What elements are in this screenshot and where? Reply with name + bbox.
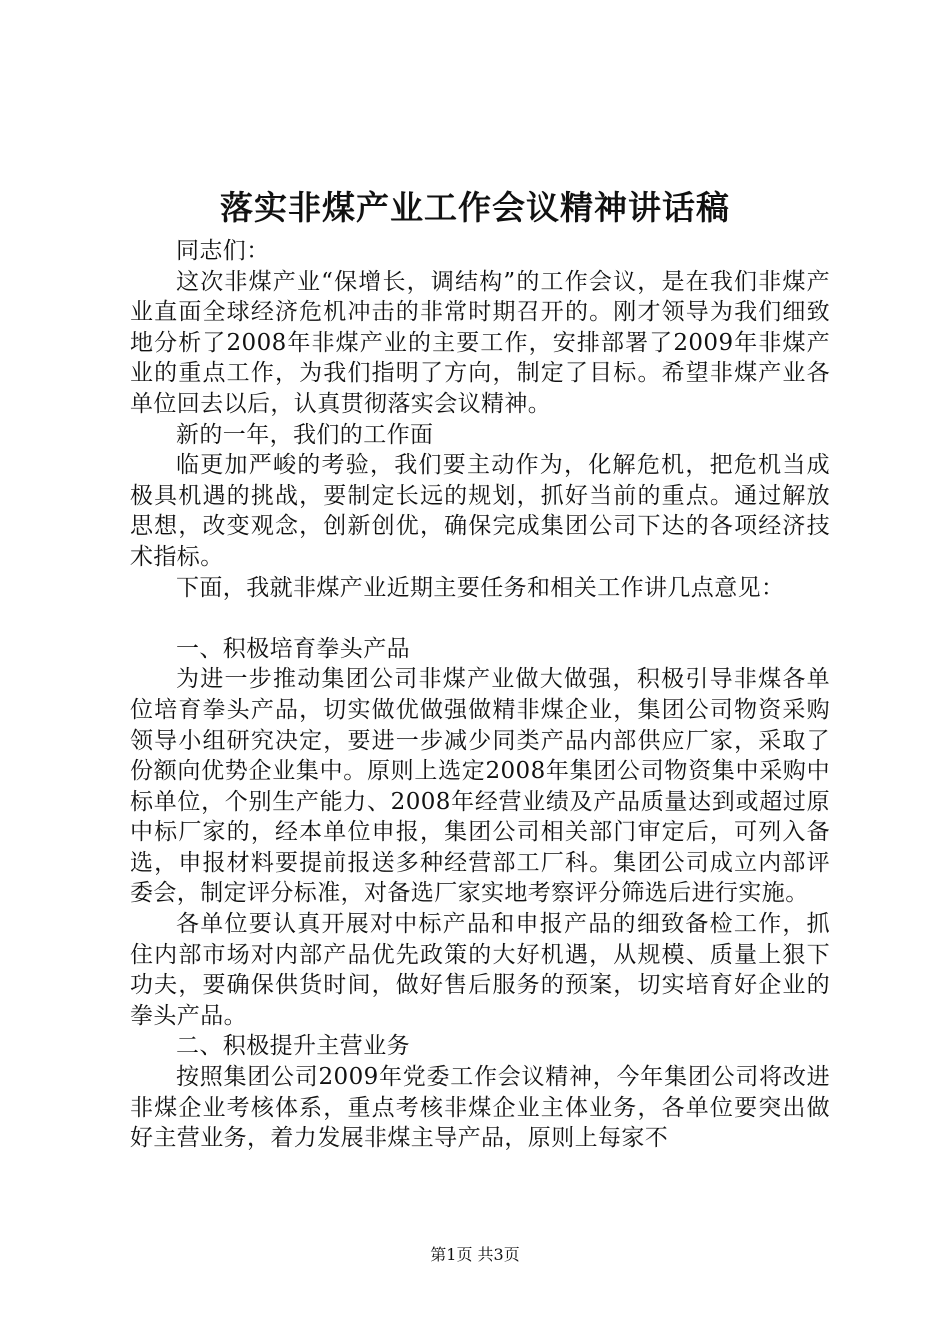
document-title: 落实非煤产业工作会议精神讲话稿 (220, 188, 730, 227)
paragraph: 临更加严峻的考验，我们要主动作为，化解危机，把危机当成极具机遇的挑战，要制定长远的规划，抓好当前的重点。通过解放思想，改变观念，创新创优，确保完成集团公司下达的各项经济技术指标。 (130, 452, 830, 570)
page-footer: 第1页 共3页 (430, 1245, 520, 1264)
document-body (130, 236, 830, 1154)
blank-line (130, 603, 830, 634)
paragraph: 各单位要认真开展对中标产品和申报产品的细致备检工作，抓住内部市场对内部产品优先政策的大好机遇，从规模、质量上狠下功夫，要确保供货时间，做好售后服务的预案，切实培育好企业的拳头产品。 (130, 911, 830, 1029)
paragraph: 下面，我就非煤产业近期主要任务和相关工作讲几点意见： (176, 574, 785, 601)
paragraph: 为进一步推动集团公司非煤产业做大做强，积极引导非煤各单位培育拳头产品，切实做优做强做精非煤企业，集团公司物资采购领导小组研究决定，要进一步减少同类产品内部供应厂家，采取了份额向优势企业集中。原则上选定2008年集团公司物资集中采购中标单位，个别生产能力、2008年经营业绩及产品质量达到或超过原中标厂家的，经本单位申报，集团公司相关部门审定后，可列入备选，申报材料要提前报送多种经营部工厂科。集团公司成立内部评委会，制定评分标准，对备选厂家实地考察评分筛选后进行实施。 (130, 666, 830, 907)
section-heading-1: 一、积极培育拳头产品 (176, 635, 410, 662)
section-heading-2: 二、积极提升主营业务 (176, 1033, 410, 1060)
greeting: 同志们： (176, 238, 270, 264)
paragraph: 新的一年，我们的工作面 (176, 421, 434, 448)
paragraph: 按照集团公司2009年党委工作会议精神，今年集团公司将改进非煤企业考核体系，重点考核非煤企业主体业务，各单位要突出做好主营业务，着力发展非煤主导产品，原则上每家不 (130, 1064, 830, 1152)
paragraph: 这次非煤产业“保增长，调结构”的工作会议，是在我们非煤产业直面全球经济危机冲击的非常时期召开的。刚才领导为我们细致地分析了2008年非煤产业的主要工作，安排部署了2009年非煤产业的重点工作，为我们指明了方向，制定了目标。希望非煤产业各单位回去以后，认真贯彻落实会议精神。 (130, 268, 830, 417)
